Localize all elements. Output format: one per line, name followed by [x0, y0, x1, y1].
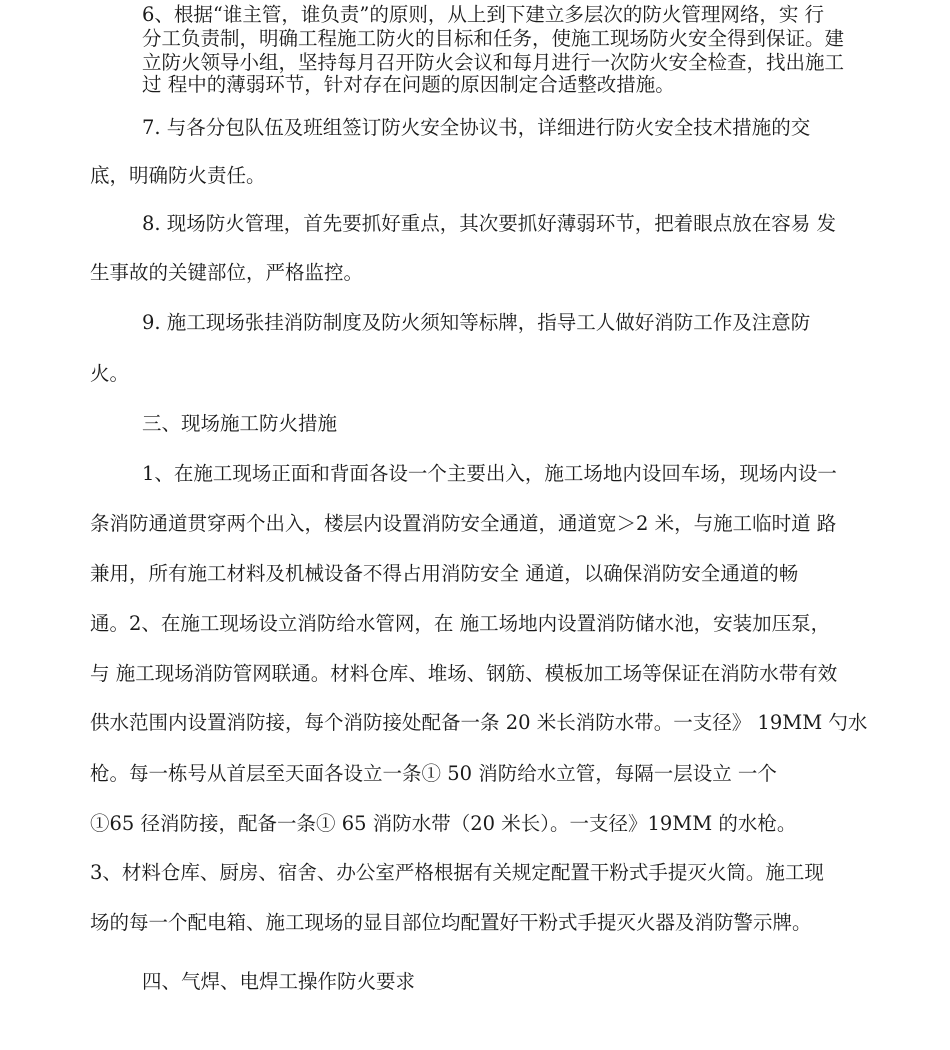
item6-line4: 过 程中的薄弱环节，针对存在问题的原因制定合适整改措施。 — [142, 73, 675, 96]
item9-line1: 9. 施工现场张挂消防制度及防火须知等标牌，指导工人做好消防工作及注意防 — [142, 311, 811, 334]
section3-p1-line5: 与 施工现场消防管网联通。材料仓库、堆场、钢筋、模板加工场等保证在消防水带有效 — [90, 662, 838, 685]
section3-p3-line2: 场的每一个配电箱、施工现场的显目部位均配置好干粉式手提灭火器及消防警示牌。 — [90, 911, 812, 934]
section3-p1-line7: 枪。每一栋号从首层至天面各设立一条① 50 消防给水立管，每隔一层设立 一个 — [90, 762, 777, 785]
item7-line2: 底，明确防火责任。 — [90, 164, 266, 187]
item6-line3: 立防火领导小组，坚持每月召开防火会议和每月进行一次防火安全检查，找出施工 — [142, 51, 845, 74]
section3-p1-line6: 供水范围内设置消防接，每个消防接处配备一条 20 米长消防水带。一支径》 19MM 勺水 — [90, 711, 868, 734]
section3-p1-line3: 兼用，所有施工材料及机械设备不得占用消防安全 通道，以确保消防安全通道的畅 — [90, 562, 799, 585]
section3-p1-line8: ①65 径消防接，配备一条① 65 消防水带（20 米长）。一支径》19MM 的水枪。 — [90, 812, 797, 835]
item8-line2: 生事故的关键部位，严格监控。 — [90, 261, 364, 284]
item6-line1: 6、根据“谁主管，谁负责”的原则，从上到下建立多层次的防火管理网络，实 行 — [142, 3, 825, 26]
item7-line1: 7. 与各分包队伍及班组签订防火安全协议书，详细进行防火安全技术措施的交 — [142, 116, 811, 139]
item6-line2: 分工负责制，明确工程施工防火的目标和任务，使施工现场防火安全得到保证。建 — [142, 27, 845, 50]
section3-p1-line2: 条消防通道贯穿两个出入，楼层内设置消防安全通道，通道宽＞2 米，与施工临时道 路 — [90, 512, 837, 535]
section3-p1-line1: 1、在施工现场正面和背面各设一个主要出入，施工场地内设回车场，现场内设一 — [142, 462, 837, 485]
section3-p1-line4: 通。2、在施工现场设立消防给水管网，在 施工场地内设置消防储水池，安装加压泵， — [90, 612, 831, 635]
section3-heading: 三、现场施工防火措施 — [142, 412, 338, 435]
section3-p3-line1: 3、材料仓库、厨房、宿舍、办公室严格根据有关规定配置干粉式手提灭火筒。施工现 — [90, 861, 824, 884]
item9-line2: 火。 — [90, 362, 130, 385]
item8-line1: 8. 现场防火管理，首先要抓好重点，其次要抓好薄弱环节，把着眼点放在容易 发 — [142, 212, 837, 235]
section4-heading: 四、气焊、电焊工操作防火要求 — [142, 970, 416, 993]
